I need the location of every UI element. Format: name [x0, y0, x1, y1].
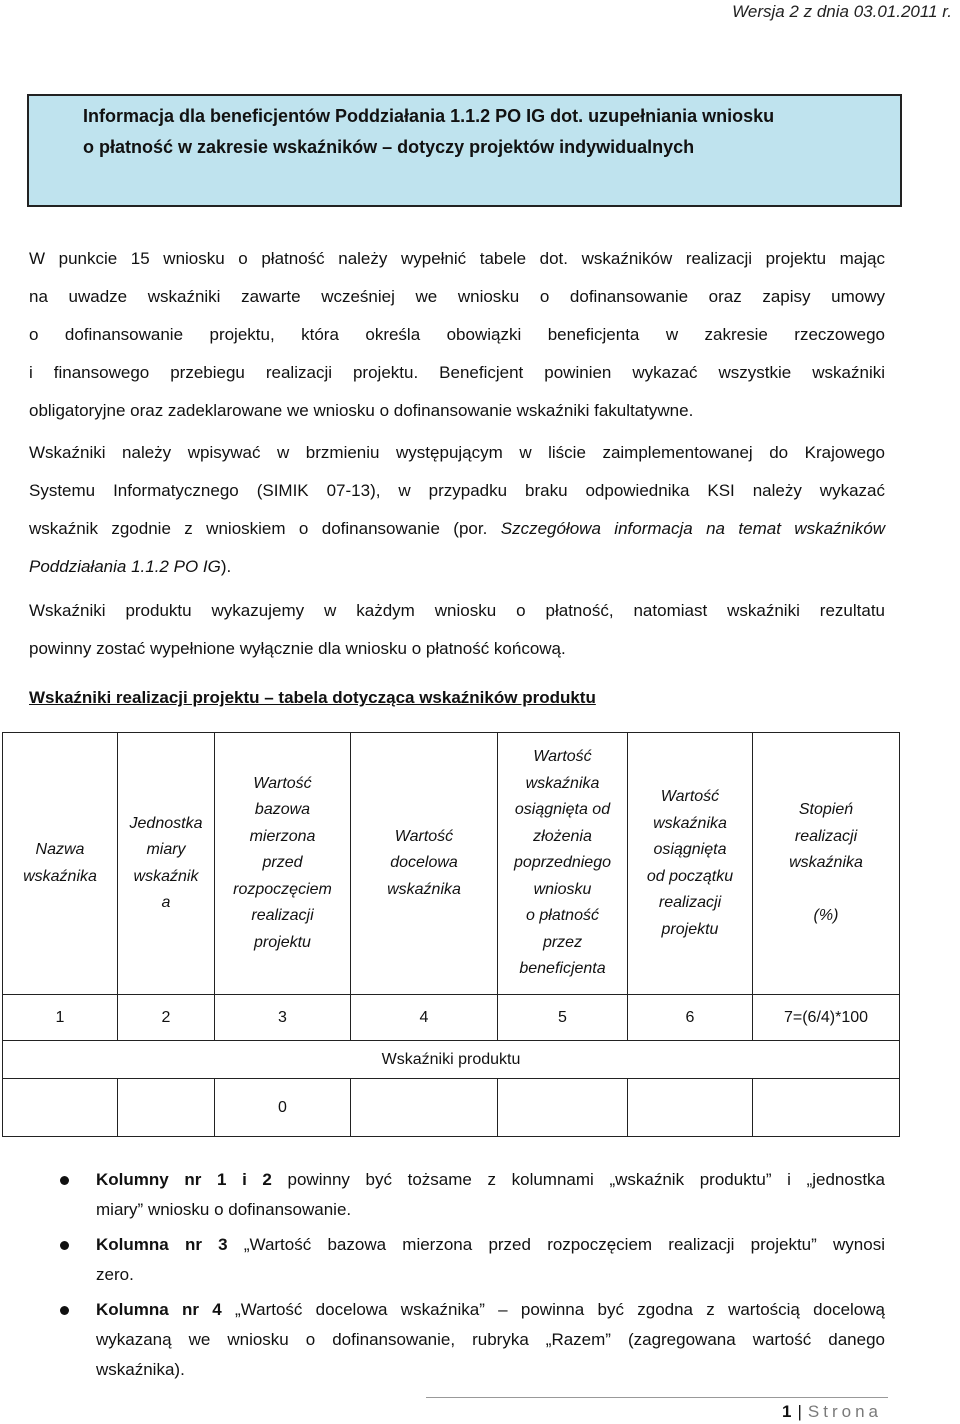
table-cell[interactable] [351, 1079, 498, 1137]
column-header-line: Wartość [394, 827, 454, 845]
column-header-line: wskaźnik [133, 867, 199, 885]
version-note: Wersja 2 z dnia 03.01.2011 r. [732, 2, 952, 21]
column-header-line: bazowa [254, 801, 311, 819]
paragraph-text: ). [220, 557, 232, 576]
column-header-line: projektu [254, 933, 311, 951]
table-subheader: Wskaźniki produktu [3, 1041, 900, 1079]
column-header-line: realizacji [794, 827, 858, 845]
column-header-line: Stopień [798, 801, 854, 819]
bullet-text: „Wartość bazowa mierzona przed rozpoczęciem realizacji projektu” wynosi [227, 1235, 885, 1254]
column-header-line: przez [542, 933, 583, 951]
column-header-line: od początku [646, 867, 734, 885]
column-header [498, 733, 628, 995]
bullet-text: powinny być tożsame z kolumnami „wskaźnik produktu” i „jednostka [271, 1170, 885, 1189]
footer-label: Strona [807, 1402, 882, 1421]
column-header-line: mierzona [249, 827, 316, 845]
bullet-line [96, 1295, 885, 1325]
column-header-line: a [161, 894, 171, 911]
column-header-line: realizacji [251, 907, 314, 925]
intro-paragraph [29, 240, 885, 430]
footer-divider [426, 1397, 888, 1398]
paragraph-line: Systemu Informatycznego (SIMIK 07-13), w przypadku braku odpowiednika KSI należy wykazać [29, 481, 885, 500]
column-header-line: złożenia [533, 827, 592, 845]
bullet-icon [60, 1241, 69, 1250]
table-subheader-row [3, 1041, 900, 1079]
list-item [0, 1230, 885, 1290]
paragraph-line [29, 510, 885, 548]
paragraph-line: Wskaźniki należy wpisywać w brzmieniu występującym w liście zaimplementowanej do Krajowego [29, 443, 885, 462]
column-header-line: Wartość [533, 748, 592, 766]
column-number: 1 [3, 995, 118, 1041]
column-header-line: Wartość [253, 774, 312, 792]
reference-italic: Szczegółowa informacja na temat wskaźników [500, 519, 886, 538]
column-header-line: wskaźnika [653, 814, 727, 832]
column-header-line: przed [262, 854, 303, 872]
column-number: 5 [498, 995, 628, 1041]
bullet-line: miary” wniosku o dofinansowanie. [96, 1200, 352, 1219]
column-header-line: Wartość [660, 788, 720, 805]
title-line-2: o płatność w zakresie wskaźników – dotyczy projektów indywidualnych [83, 137, 695, 157]
table-header-row [3, 733, 900, 995]
bullet-bold: Kolumna nr 4 [96, 1300, 222, 1319]
reference-italic: Poddziałania 1.1.2 PO IG [29, 557, 221, 576]
column-header [118, 733, 215, 995]
column-header-line: wskaźnika [525, 774, 600, 792]
bullet-line: zero. [96, 1265, 134, 1284]
column-header-line: o płatność [526, 907, 599, 925]
paragraph-text: wskaźnik zgodnie z wnioskiem o dofinansowanie (por. [29, 519, 501, 538]
bullet-bold: Kolumna nr 3 [96, 1235, 228, 1254]
list-item [0, 1165, 885, 1225]
table-row [3, 1079, 900, 1137]
paragraph-line: Wskaźniki produktu wykazujemy w każdym wniosku o płatność, natomiast wskaźniki rezultatu [29, 601, 885, 620]
title-line-1: Informacja dla beneficjentów Poddziałania 1.1.2 PO IG dot. uzupełniania wniosku [83, 106, 775, 126]
product-paragraph [29, 592, 885, 668]
column-header-line: realizacji [658, 894, 722, 911]
column-header-line: wniosku [533, 880, 592, 898]
column-header-line: docelowa [390, 854, 458, 872]
column-header-line: poprzedniego [514, 854, 611, 872]
column-number: 4 [351, 995, 498, 1041]
column-header-line: wskaźnika [387, 880, 461, 898]
column-number: 6 [628, 995, 753, 1041]
indicators-table [2, 732, 900, 1137]
bullet-text: „Wartość docelowa wskaźnika” – powinna być zgodna z wartością docelową [221, 1300, 885, 1319]
bullet-line: wykazaną we wniosku o dofinansowanie, rubryka „Razem” (zagregowana wartość danego [96, 1330, 885, 1349]
column-header [351, 733, 498, 995]
column-number: 7=(6/4)*100 [753, 995, 900, 1041]
table-cell[interactable] [3, 1079, 118, 1137]
page-number: 1 [782, 1402, 792, 1421]
paragraph-line: na uwadze wskaźniki zawarte wcześniej we wniosku o dofinansowanie oraz zapisy umowy [29, 287, 885, 306]
column-header-line: wskaźnika [23, 867, 97, 885]
table-cell[interactable] [118, 1079, 215, 1137]
column-header [753, 733, 900, 995]
list-item [0, 1295, 885, 1385]
column-number: 3 [215, 995, 351, 1041]
column-header-line: osiągnięta [653, 841, 727, 858]
column-header-line: osiągnięta od [514, 801, 611, 819]
bullet-list [0, 1165, 960, 1390]
page-footer [782, 1402, 882, 1422]
column-header-line: Nazwa [35, 841, 85, 858]
naming-paragraph [29, 434, 885, 586]
column-header-line: rozpoczęciem [233, 880, 332, 898]
table-cell[interactable] [628, 1079, 753, 1137]
column-header-line: wskaźnika [789, 854, 863, 872]
column-header-line: beneficjenta [519, 960, 606, 978]
column-header-line: Jednostka [129, 814, 203, 832]
paragraph-line: powinny zostać wypełnione wyłącznie dla wniosku o płatność końcową. [29, 639, 566, 658]
column-number: 2 [118, 995, 215, 1041]
column-header [3, 733, 118, 995]
paragraph-line: obligatoryjne oraz zadeklarowane we wniosku o dofinansowanie wskaźniki fakultatywne. [29, 401, 694, 420]
bullet-line: wskaźnika). [96, 1360, 185, 1379]
paragraph-line [29, 548, 885, 586]
section-heading: Wskaźniki realizacji projektu – tabela dotycząca wskaźników produktu [29, 688, 596, 707]
paragraph-line: o dofinansowanie projektu, która określa obowiązki beneficjenta w zakresie rzeczowego [29, 325, 885, 344]
column-header-line: miary [146, 841, 186, 858]
bullet-icon [60, 1176, 69, 1185]
title-box [27, 94, 902, 207]
column-header [628, 733, 753, 995]
table-cell[interactable]: 0 [215, 1079, 351, 1137]
bullet-bold: Kolumny nr 1 i 2 [96, 1170, 272, 1189]
column-header-line [757, 877, 895, 904]
paragraph-line: i finansowego przebiegu realizacji projektu. Beneficjent powinien wykazać wszystkie wskaźniki [29, 363, 885, 382]
column-header [215, 733, 351, 995]
table-cell[interactable] [753, 1079, 900, 1137]
column-header-line: (%) [813, 907, 839, 925]
table-number-row [3, 995, 900, 1041]
bullet-line [96, 1230, 885, 1260]
column-header-line: projektu [661, 920, 719, 938]
bullet-icon [60, 1306, 69, 1315]
footer-separator: | [797, 1402, 802, 1421]
table-cell[interactable] [498, 1079, 628, 1137]
paragraph-line: W punkcie 15 wniosku o płatność należy wypełnić tabele dot. wskaźników realizacji projektu mając [29, 249, 885, 268]
bullet-line [96, 1165, 885, 1195]
